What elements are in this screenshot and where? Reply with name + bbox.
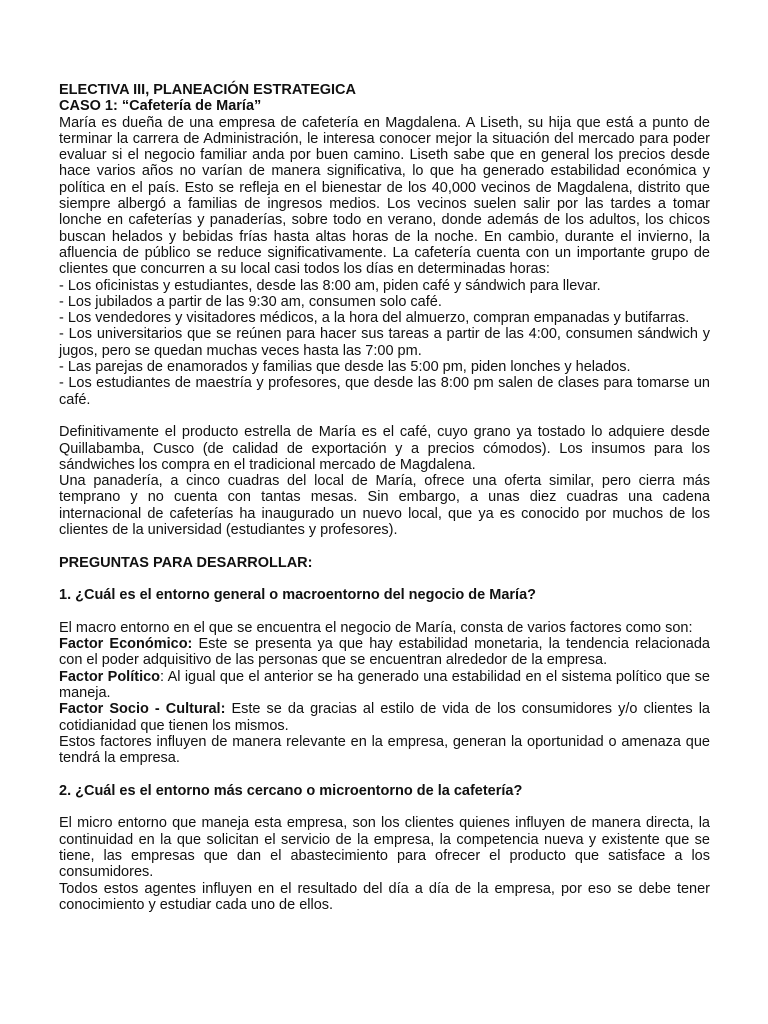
factor-socio-cultural-label: Factor Socio - Cultural: — [59, 701, 226, 718]
factor-economic — [59, 636, 710, 669]
product-paragraph: Definitivamente el producto estrella de María es el café, cuyo grano ya tostado lo adquiere desde Quillabamba, Cusco (de calidad de exportación y a precios cómodos). Los insumos para los sándwiches los compra en el tradicional mercado de Magdalena. — [59, 424, 710, 473]
factor-socio-cultural-text: Este se da gracias al estilo de vida de los consumidores y/o clientes la cotidianidad que tienen los mismos. — [59, 701, 710, 734]
spacer — [59, 408, 710, 424]
competition-paragraph: Una panadería, a cinco cuadras del local de María, ofrece una oferta similar, pero cierra más temprano y no cuenta con tantas mesas. Sin embargo, a unas diez cuadras una cadena internacional de cafeterías ha inaugurado un nuevo local, que ya es conocido por muchos de los clientes de la universidad (estudiantes y profesores). — [59, 473, 710, 539]
customer-bullet-5: - Las parejas de enamorados y familias que desde las 5:00 pm, piden lonches y helados. — [59, 359, 631, 376]
course-title: ELECTIVA III, PLANEACIÓN ESTRATEGICA — [59, 82, 356, 98]
customer-bullet-1: - Los oficinistas y estudiantes, desde las 8:00 am, piden café y sándwich para llevar. — [59, 277, 601, 294]
factor-economic-text: Este se presenta ya que hay estabilidad monetaria, la tendencia relacionada con el poder adquisitivo de las personas que se encuentran alrededor de la empresa. — [59, 636, 710, 669]
factor-political — [59, 669, 710, 702]
question-2-paragraph-1: El micro entorno que maneja esta empresa, son los clientes quienes influyen de manera directa, la continuidad en la que solicitan el servicio de la empresa, la competencia nueva y existente que se tiene, las empresas que dan el abastecimiento para ofrecer el producto que satisface a los consumidores. — [59, 815, 710, 881]
case-intro-paragraph: María es dueña de una empresa de cafetería en Magdalena. A Liseth, su hija que está a punto de terminar la carrera de Administración, le interesa conocer mejor la situación del mercado para poder evaluar si el negocio familiar anda por buen camino. Liseth sabe que en general los precios desde hace varios años no varían de manera significativa, lo que ha generado estabilidad económica y política en el país. Esto se refleja en el bienestar de los 40,000 vecinos de Magdalena, distrito que siempre albergó a familias de ingresos medios. Los vecinos suelen salir por las tardes a tomar lonche en cafeterías y panaderías, sobre todo en verano, donde además de los adultos, los chicos buscan helados y bebidas frías hasta altas horas de la noche. En cambio, durante el invierno, la afluencia de público se reduce significativamente. La cafetería cuenta con un importante grupo de clientes que concurren a su local casi todos los días en determinadas horas: — [59, 114, 710, 278]
question-1-intro: El macro entorno en el que se encuentra el negocio de María, consta de varios factores como son: — [59, 619, 693, 636]
customer-bullet-6: - Los estudiantes de maestría y profesores, que desde las 8:00 pm salen de clases para tomarse un café. — [59, 375, 710, 408]
questions-heading: PREGUNTAS PARA DESARROLLAR: — [59, 554, 313, 571]
question-1-title: 1. ¿Cuál es el entorno general o macroentorno del negocio de María? — [59, 587, 536, 604]
factor-political-text: : Al igual que el anterior se ha generado una estabilidad en el sistema político que se maneja. — [59, 668, 710, 701]
customer-bullet-4: - Los universitarios que se reúnen para hacer sus tareas a partir de las 4:00, consumen sándwich y jugos, pero se quedan muchas veces hasta las 7:00 pm. — [59, 326, 710, 359]
factor-political-label: Factor Político — [59, 668, 161, 685]
question-2-paragraph-2: Todos estos agentes influyen en el resultado del día a día de la empresa, por eso se debe tener conocimiento y estudiar cada uno de ellos. — [59, 880, 710, 913]
case-title: CASO 1: “Cafetería de María” — [59, 98, 262, 115]
customer-bullet-3: - Los vendedores y visitadores médicos, a la hora del almuerzo, compran empanadas y butifarras. — [59, 310, 690, 327]
spacer — [59, 799, 710, 815]
spacer — [59, 604, 710, 620]
spacer — [59, 538, 710, 554]
question-2-title: 2. ¿Cuál es el entorno más cercano o microentorno de la cafetería? — [59, 782, 523, 799]
factor-socio-cultural — [59, 701, 710, 734]
question-1-closing: Estos factores influyen de manera relevante en la empresa, generan la oportunidad o amenaza que tendrá la empresa. — [59, 733, 710, 767]
spacer — [59, 571, 710, 587]
spacer — [59, 766, 710, 782]
customer-bullet-2: - Los jubilados a partir de las 9:30 am, consumen solo café. — [59, 293, 442, 310]
factor-economic-label: Factor Económico: — [59, 636, 193, 653]
